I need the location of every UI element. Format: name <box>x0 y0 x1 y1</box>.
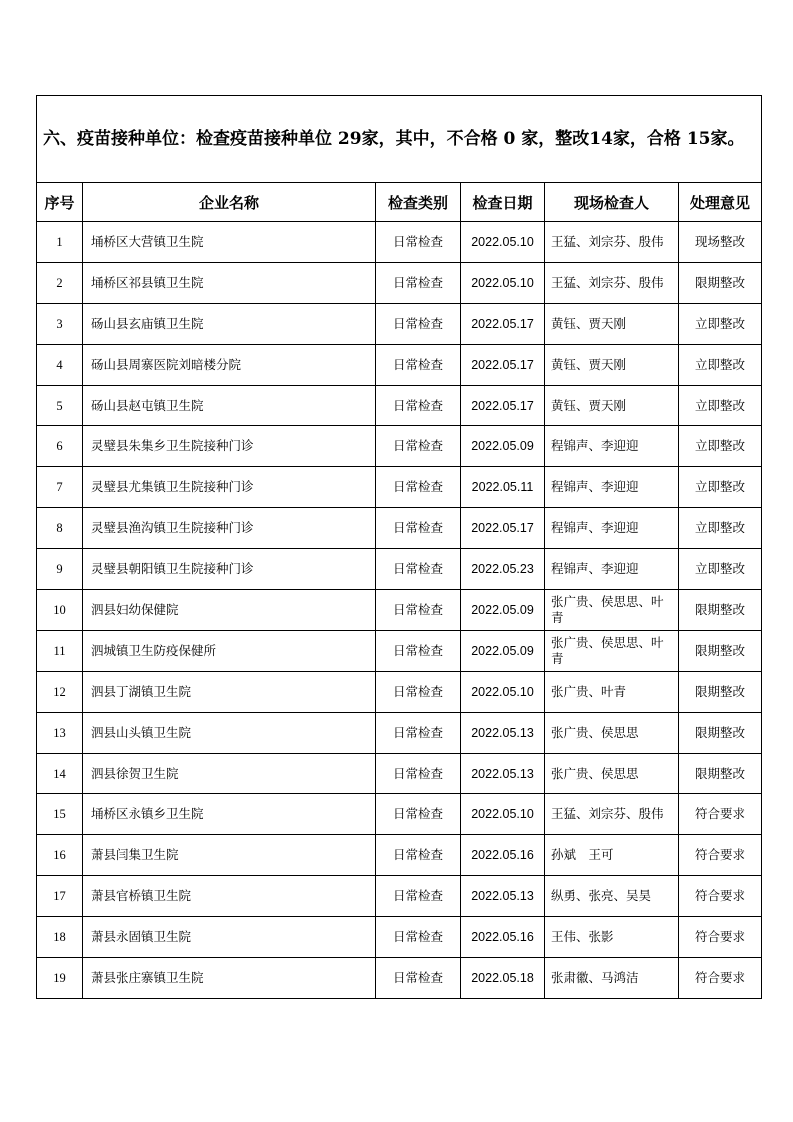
cell-name: 泗县徐贺卫生院 <box>83 753 376 794</box>
table-row <box>37 385 762 426</box>
table-row <box>37 549 762 590</box>
cell-date: 2022.05.09 <box>461 630 545 671</box>
cell-date: 2022.05.13 <box>461 753 545 794</box>
cell-opinion: 符合要求 <box>679 835 762 876</box>
cell-type: 日常检查 <box>376 303 461 344</box>
cell-no: 14 <box>37 753 83 794</box>
col-header-date: 检查日期 <box>461 183 545 222</box>
cell-no: 12 <box>37 671 83 712</box>
cell-date: 2022.05.17 <box>461 303 545 344</box>
table-row <box>37 671 762 712</box>
cell-date: 2022.05.09 <box>461 590 545 631</box>
cell-inspectors: 张广贵、侯思思 <box>545 753 679 794</box>
cell-opinion: 现场整改 <box>679 222 762 263</box>
cell-name: 砀山县周寨医院刘暗楼分院 <box>83 344 376 385</box>
cell-inspectors: 王猛、刘宗芬、殷伟 <box>545 262 679 303</box>
cell-opinion: 符合要求 <box>679 958 762 999</box>
cell-opinion: 限期整改 <box>679 262 762 303</box>
col-header-inspectors: 现场检查人 <box>545 183 679 222</box>
cell-opinion: 立即整改 <box>679 385 762 426</box>
cell-no: 10 <box>37 590 83 631</box>
cell-opinion: 立即整改 <box>679 303 762 344</box>
cell-type: 日常检查 <box>376 794 461 835</box>
table-row <box>37 508 762 549</box>
cell-name: 泗城镇卫生防疫保健所 <box>83 630 376 671</box>
cell-date: 2022.05.23 <box>461 549 545 590</box>
table-body <box>37 222 762 999</box>
cell-name: 埇桥区大营镇卫生院 <box>83 222 376 263</box>
cell-inspectors: 张广贵、侯思思、叶青 <box>545 590 679 631</box>
cell-inspectors: 程锦声、李迎迎 <box>545 508 679 549</box>
cell-name: 萧县闫集卫生院 <box>83 835 376 876</box>
cell-no: 3 <box>37 303 83 344</box>
section-heading: 六、疫苗接种单位：检查疫苗接种单位 29家，其中，不合格 0 家，整改14家，合格 15家。 <box>37 96 762 183</box>
cell-opinion: 符合要求 <box>679 794 762 835</box>
table-row <box>37 753 762 794</box>
cell-date: 2022.05.16 <box>461 917 545 958</box>
table-row <box>37 958 762 999</box>
table-row <box>37 794 762 835</box>
cell-type: 日常检查 <box>376 958 461 999</box>
cell-date: 2022.05.10 <box>461 262 545 303</box>
cell-no: 15 <box>37 794 83 835</box>
cell-date: 2022.05.17 <box>461 385 545 426</box>
cell-type: 日常检查 <box>376 671 461 712</box>
cell-name: 砀山县赵屯镇卫生院 <box>83 385 376 426</box>
col-header-no: 序号 <box>37 183 83 222</box>
cell-date: 2022.05.13 <box>461 712 545 753</box>
cell-inspectors: 张广贵、侯思思 <box>545 712 679 753</box>
table-row <box>37 876 762 917</box>
cell-name: 灵璧县尤集镇卫生院接种门诊 <box>83 467 376 508</box>
cell-opinion: 限期整改 <box>679 671 762 712</box>
table-row <box>37 835 762 876</box>
cell-inspectors: 张广贵、侯思思、叶青 <box>545 630 679 671</box>
cell-date: 2022.05.09 <box>461 426 545 467</box>
cell-name: 灵璧县朱集乡卫生院接种门诊 <box>83 426 376 467</box>
cell-inspectors: 程锦声、李迎迎 <box>545 426 679 467</box>
table-row <box>37 467 762 508</box>
cell-no: 6 <box>37 426 83 467</box>
cell-no: 18 <box>37 917 83 958</box>
cell-name: 萧县永固镇卫生院 <box>83 917 376 958</box>
cell-no: 13 <box>37 712 83 753</box>
cell-date: 2022.05.18 <box>461 958 545 999</box>
cell-type: 日常检查 <box>376 344 461 385</box>
cell-inspectors: 黄钰、贾天刚 <box>545 303 679 344</box>
cell-opinion: 符合要求 <box>679 917 762 958</box>
col-header-name: 企业名称 <box>83 183 376 222</box>
cell-type: 日常检查 <box>376 712 461 753</box>
cell-date: 2022.05.17 <box>461 344 545 385</box>
cell-opinion: 立即整改 <box>679 344 762 385</box>
cell-inspectors: 程锦声、李迎迎 <box>545 549 679 590</box>
cell-opinion: 限期整改 <box>679 753 762 794</box>
table-row <box>37 222 762 263</box>
cell-no: 7 <box>37 467 83 508</box>
cell-name: 埇桥区祁县镇卫生院 <box>83 262 376 303</box>
cell-no: 2 <box>37 262 83 303</box>
cell-no: 17 <box>37 876 83 917</box>
cell-opinion: 立即整改 <box>679 426 762 467</box>
cell-no: 19 <box>37 958 83 999</box>
cell-date: 2022.05.17 <box>461 508 545 549</box>
cell-name: 埇桥区永镇乡卫生院 <box>83 794 376 835</box>
table-row <box>37 344 762 385</box>
cell-opinion: 立即整改 <box>679 467 762 508</box>
cell-inspectors: 孙斌 王可 <box>545 835 679 876</box>
cell-date: 2022.05.11 <box>461 467 545 508</box>
cell-opinion: 限期整改 <box>679 630 762 671</box>
table-row <box>37 712 762 753</box>
table-row <box>37 917 762 958</box>
cell-type: 日常检查 <box>376 753 461 794</box>
cell-date: 2022.05.16 <box>461 835 545 876</box>
cell-type: 日常检查 <box>376 876 461 917</box>
cell-opinion: 立即整改 <box>679 508 762 549</box>
cell-inspectors: 王猛、刘宗芬、殷伟 <box>545 222 679 263</box>
table-row <box>37 630 762 671</box>
cell-opinion: 限期整改 <box>679 712 762 753</box>
cell-inspectors: 程锦声、李迎迎 <box>545 467 679 508</box>
cell-date: 2022.05.10 <box>461 671 545 712</box>
cell-name: 萧县张庄寨镇卫生院 <box>83 958 376 999</box>
table-row <box>37 426 762 467</box>
cell-no: 11 <box>37 630 83 671</box>
table-row <box>37 303 762 344</box>
cell-opinion: 符合要求 <box>679 876 762 917</box>
cell-no: 5 <box>37 385 83 426</box>
cell-type: 日常检查 <box>376 222 461 263</box>
cell-type: 日常检查 <box>376 590 461 631</box>
cell-name: 灵璧县渔沟镇卫生院接种门诊 <box>83 508 376 549</box>
cell-no: 16 <box>37 835 83 876</box>
cell-opinion: 立即整改 <box>679 549 762 590</box>
table-header-row <box>37 183 762 222</box>
cell-inspectors: 张广贵、叶青 <box>545 671 679 712</box>
cell-no: 8 <box>37 508 83 549</box>
cell-type: 日常检查 <box>376 917 461 958</box>
cell-date: 2022.05.13 <box>461 876 545 917</box>
col-header-type: 检查类别 <box>376 183 461 222</box>
cell-date: 2022.05.10 <box>461 794 545 835</box>
cell-inspectors: 王伟、张影 <box>545 917 679 958</box>
table-row <box>37 590 762 631</box>
cell-inspectors: 黄钰、贾天刚 <box>545 344 679 385</box>
cell-name: 砀山县玄庙镇卫生院 <box>83 303 376 344</box>
cell-no: 9 <box>37 549 83 590</box>
cell-type: 日常检查 <box>376 385 461 426</box>
cell-type: 日常检查 <box>376 508 461 549</box>
cell-date: 2022.05.10 <box>461 222 545 263</box>
table-row <box>37 262 762 303</box>
cell-type: 日常检查 <box>376 549 461 590</box>
cell-type: 日常检查 <box>376 467 461 508</box>
cell-name: 泗县山头镇卫生院 <box>83 712 376 753</box>
cell-inspectors: 张肃徽、马鸿洁 <box>545 958 679 999</box>
cell-inspectors: 王猛、刘宗芬、殷伟 <box>545 794 679 835</box>
col-header-opinion: 处理意见 <box>679 183 762 222</box>
cell-opinion: 限期整改 <box>679 590 762 631</box>
cell-type: 日常检查 <box>376 426 461 467</box>
cell-name: 泗县丁湖镇卫生院 <box>83 671 376 712</box>
cell-name: 萧县官桥镇卫生院 <box>83 876 376 917</box>
cell-type: 日常检查 <box>376 835 461 876</box>
cell-inspectors: 黄钰、贾天刚 <box>545 385 679 426</box>
cell-type: 日常检查 <box>376 262 461 303</box>
inspection-table <box>36 95 762 999</box>
cell-no: 4 <box>37 344 83 385</box>
cell-no: 1 <box>37 222 83 263</box>
cell-inspectors: 纵勇、张亮、吴昊 <box>545 876 679 917</box>
cell-type: 日常检查 <box>376 630 461 671</box>
cell-name: 泗县妇幼保健院 <box>83 590 376 631</box>
cell-name: 灵璧县朝阳镇卫生院接种门诊 <box>83 549 376 590</box>
